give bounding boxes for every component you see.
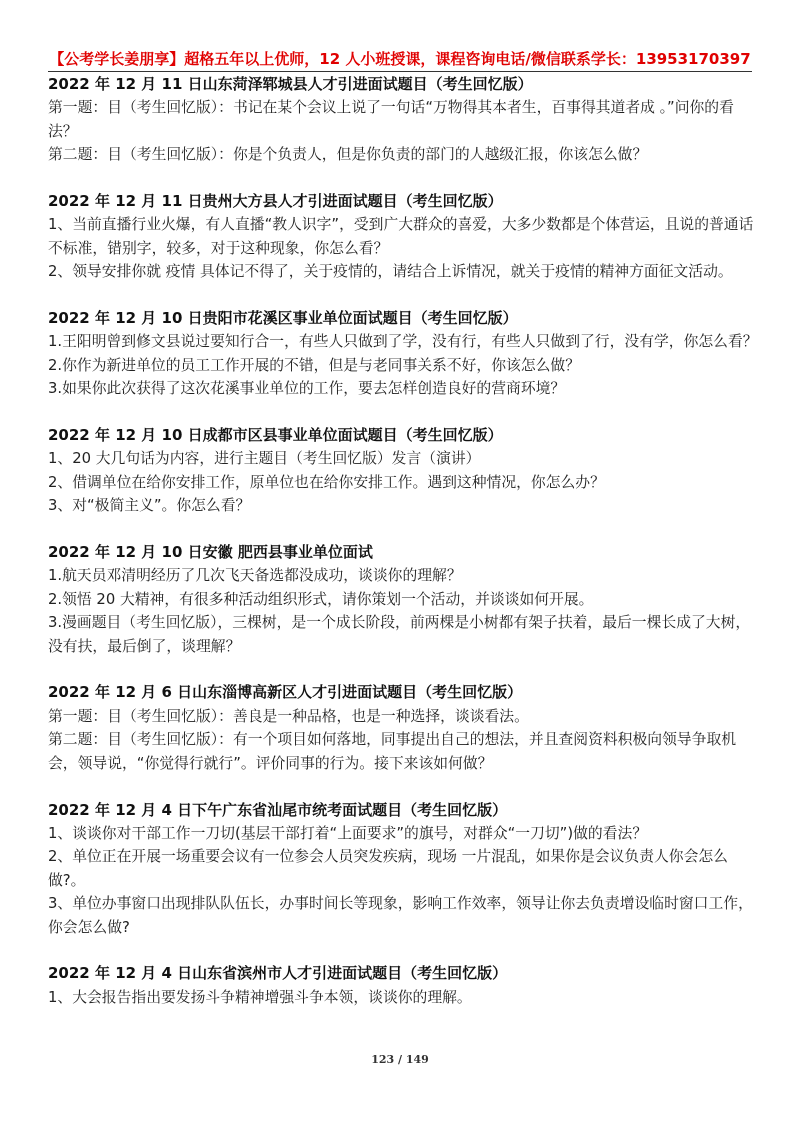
- question-item: 3.如果你此次获得了这次花溪事业单位的工作，要去怎样创造良好的营商环境？: [48, 380, 566, 398]
- question-item: 1、大会报告指出要发扬斗争精神增强斗争本领，谈谈你的理解。: [48, 988, 472, 1006]
- page-number: 123 / 149: [371, 1053, 429, 1066]
- question-item: 2、领导安排你就 疫情 具体记不得了，关于疫情的，请结合上诉情况，就关于疫情的精神方面征文活动。: [48, 263, 733, 281]
- question-item: 2.你作为新进单位的员工工作开展的不错，但是与老同事关系不好，你该怎么做？: [48, 356, 581, 374]
- question-item: 第二题：目（考生回忆版）：你是个负责人，但是你负责的部门的人越级汇报，你该怎么做？: [48, 146, 648, 164]
- question-item: 2、借调单位在给你安排工作，原单位也在给你安排工作。遇到这种情况，你怎么办？: [48, 473, 605, 491]
- document-body: [48, 73, 758, 1033]
- question-item: 第一题：目（考生回忆版）：善良是一种品格，也是一种选择，谈谈看法。: [48, 707, 529, 725]
- section-title: 2022 年 12 月 11 日贵州大方县人才引进面试题目（考生回忆版）: [48, 192, 503, 211]
- section-title: 2022 年 12 月 4 日下午广东省汕尾市统考面试题目（考生回忆版）: [48, 800, 508, 819]
- header-divider: [48, 71, 752, 72]
- question-item: 2、单位正在开展一场重要会议有一位参会人员突发疾病，现场 一片混乱，如果你是会议负责人你会怎么做?。: [48, 848, 728, 889]
- question-item: 1、20 大几句话为内容，进行主题目（考生回忆版）发言（演讲）: [48, 450, 481, 468]
- section-title: 2022 年 12 月 11 日山东菏泽郓城县人才引进面试题目（考生回忆版）: [48, 75, 533, 93]
- question-item: 第一题：目（考生回忆版）：书记在某个会议上说了一句话“万物得其本者生，百事得其道者成 。”问你的看法？: [48, 99, 734, 140]
- question-section: [48, 541, 758, 658]
- question-item: 3.漫画题目（考生回忆版），三棵树，是一个成长阶段，前两棵是小树都有架子扶着，最后一棵长成了大树，没有扶，最后倒了，谈理解？: [48, 614, 751, 655]
- question-section: [48, 799, 758, 939]
- question-section: [48, 190, 758, 284]
- question-item: 1、谈谈你对干部工作一刀切(基层干部打着“上面要求”的旗号，对群众“一刀切”)做的看法？: [48, 824, 648, 842]
- question-item: 2.领悟 20 大精神，有很多种活动组织形式，请你策划一个活动，并谈谈如何开展。: [48, 590, 594, 608]
- question-item: 1.航天员邓清明经历了几次飞天备选都没成功，谈谈你的理解？: [48, 567, 462, 585]
- question-item: 第二题：目（考生回忆版）：有一个项目如何落地，同事提出自己的想法，并且查阅资料积极向领导争取机会，领导说，“你觉得行就行”。评价同事的行为。接下来该如何做？: [48, 731, 737, 772]
- question-item: 3、单位办事窗口出现排队队伍长，办事时间长等现象，影响工作效率，领导让你去负责增设临时窗口工作，你会怎么做?: [48, 895, 753, 936]
- header-banner: 【公考学长姜朋享】超格五年以上优师，12 人小班授课，课程咨询电话/微信联系学长：13953170397: [49, 50, 751, 68]
- question-item: 3、对“极简主义”。你怎么看？: [48, 497, 251, 515]
- question-item: 1.王阳明曾到修文县说过要知行合一，有些人只做到了学，没有行，有些人只做到了行，没有学，你怎么看？: [48, 333, 758, 351]
- question-section: [48, 681, 758, 775]
- section-title: 2022 年 12 月 10 日安徽 肥西县事业单位面试: [48, 543, 373, 562]
- question-item: 1、当前直播行业火爆，有人直播“教人识字”，受到广大群众的喜爱，大多少数都是个体营运，且说的普通话不标准，错别字，较多，对于这种现象，你怎么看？: [48, 216, 754, 257]
- question-section: [48, 424, 758, 518]
- section-title: 2022 年 12 月 10 日贵阳市花溪区事业单位面试题目（考生回忆版）: [48, 309, 518, 328]
- question-section: [48, 962, 758, 1009]
- question-section: [48, 307, 758, 401]
- question-section: [48, 73, 758, 167]
- section-title: 2022 年 12 月 4 日山东省滨州市人才引进面试题目（考生回忆版）: [48, 964, 508, 983]
- section-title: 2022 年 12 月 6 日山东淄博高新区人才引进面试题目（考生回忆版）: [48, 683, 523, 702]
- section-title: 2022 年 12 月 10 日成都市区县事业单位面试题目（考生回忆版）: [48, 426, 503, 445]
